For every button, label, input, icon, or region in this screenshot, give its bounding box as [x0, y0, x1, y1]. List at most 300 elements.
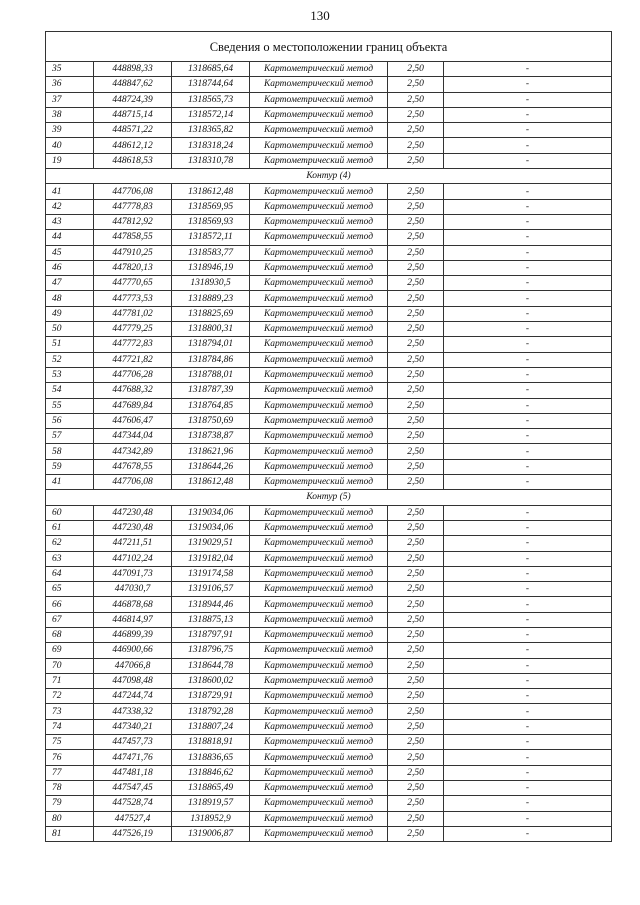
- x-coordinate-cell: 447528,74: [94, 796, 172, 811]
- point-number-cell: 74: [46, 719, 94, 734]
- x-coordinate-cell: 446878,68: [94, 597, 172, 612]
- table-row: [46, 260, 612, 275]
- method-cell: Картометрический метод: [250, 107, 388, 122]
- y-coordinate-cell: 1318318,24: [172, 138, 250, 153]
- table-row: [46, 383, 612, 398]
- x-coordinate-cell: 447706,08: [94, 475, 172, 490]
- y-coordinate-cell: 1318612,48: [172, 475, 250, 490]
- description-cell: -: [444, 796, 612, 811]
- point-number-cell: 66: [46, 597, 94, 612]
- method-cell: Картометрический метод: [250, 322, 388, 337]
- point-number-cell: 64: [46, 566, 94, 581]
- method-cell: Картометрический метод: [250, 184, 388, 199]
- accuracy-cell: 2,50: [388, 566, 444, 581]
- point-number-cell: 54: [46, 383, 94, 398]
- accuracy-cell: 2,50: [388, 673, 444, 688]
- point-number-cell: 59: [46, 459, 94, 474]
- table-row: [46, 750, 612, 765]
- accuracy-cell: 2,50: [388, 475, 444, 490]
- point-number-cell: 49: [46, 306, 94, 321]
- point-number-cell: 70: [46, 658, 94, 673]
- y-coordinate-cell: 1319182,04: [172, 551, 250, 566]
- description-cell: -: [444, 245, 612, 260]
- x-coordinate-cell: 447606,47: [94, 413, 172, 428]
- table-row: [46, 627, 612, 642]
- accuracy-cell: 2,50: [388, 459, 444, 474]
- method-cell: Картометрический метод: [250, 505, 388, 520]
- table-row: [46, 689, 612, 704]
- point-number-cell: 57: [46, 429, 94, 444]
- method-cell: Картометрический метод: [250, 673, 388, 688]
- y-coordinate-cell: 1319029,51: [172, 536, 250, 551]
- accuracy-cell: 2,50: [388, 138, 444, 153]
- method-cell: Картометрический метод: [250, 459, 388, 474]
- x-coordinate-cell: 447706,28: [94, 367, 172, 382]
- method-cell: Картометрический метод: [250, 536, 388, 551]
- description-cell: -: [444, 367, 612, 382]
- point-number-cell: 42: [46, 199, 94, 214]
- y-coordinate-cell: 1318807,24: [172, 719, 250, 734]
- y-coordinate-cell: 1318738,87: [172, 429, 250, 444]
- accuracy-cell: 2,50: [388, 826, 444, 841]
- table-row: [46, 673, 612, 688]
- accuracy-cell: 2,50: [388, 612, 444, 627]
- method-cell: Картометрический метод: [250, 566, 388, 581]
- x-coordinate-cell: 447342,89: [94, 444, 172, 459]
- x-coordinate-cell: 447344,04: [94, 429, 172, 444]
- description-cell: -: [444, 765, 612, 780]
- description-cell: -: [444, 383, 612, 398]
- point-number-cell: 53: [46, 367, 94, 382]
- y-coordinate-cell: 1318744,64: [172, 77, 250, 92]
- description-cell: -: [444, 77, 612, 92]
- y-coordinate-cell: 1318764,85: [172, 398, 250, 413]
- accuracy-cell: 2,50: [388, 260, 444, 275]
- method-cell: Картометрический метод: [250, 352, 388, 367]
- y-coordinate-cell: 1318310,78: [172, 153, 250, 168]
- point-number-cell: 67: [46, 612, 94, 627]
- point-number-cell: 19: [46, 153, 94, 168]
- table-title: Сведения о местоположении границ объекта: [46, 32, 612, 62]
- x-coordinate-cell: 447689,84: [94, 398, 172, 413]
- table-row: [46, 337, 612, 352]
- method-cell: Картометрический метод: [250, 62, 388, 77]
- x-coordinate-cell: 448898,33: [94, 62, 172, 77]
- point-number-cell: 46: [46, 260, 94, 275]
- point-number-cell: 38: [46, 107, 94, 122]
- description-cell: -: [444, 612, 612, 627]
- point-number-cell: 40: [46, 138, 94, 153]
- table-row: [46, 413, 612, 428]
- method-cell: Картометрический метод: [250, 383, 388, 398]
- y-coordinate-cell: 1318583,77: [172, 245, 250, 260]
- method-cell: Картометрический метод: [250, 230, 388, 245]
- accuracy-cell: 2,50: [388, 750, 444, 765]
- accuracy-cell: 2,50: [388, 536, 444, 551]
- method-cell: Картометрический метод: [250, 444, 388, 459]
- accuracy-cell: 2,50: [388, 306, 444, 321]
- point-number-cell: 63: [46, 551, 94, 566]
- method-cell: Картометрический метод: [250, 138, 388, 153]
- x-coordinate-cell: 448847,62: [94, 77, 172, 92]
- x-coordinate-cell: 446814,97: [94, 612, 172, 627]
- point-number-cell: 78: [46, 780, 94, 795]
- table-row: [46, 153, 612, 168]
- table-row: [46, 367, 612, 382]
- description-cell: -: [444, 276, 612, 291]
- accuracy-cell: 2,50: [388, 337, 444, 352]
- x-coordinate-cell: 447230,48: [94, 520, 172, 535]
- description-cell: -: [444, 536, 612, 551]
- x-coordinate-cell: 447812,92: [94, 214, 172, 229]
- method-cell: Картометрический метод: [250, 811, 388, 826]
- point-number-cell: 76: [46, 750, 94, 765]
- y-coordinate-cell: 1318569,95: [172, 199, 250, 214]
- x-coordinate-cell: 447770,65: [94, 276, 172, 291]
- x-coordinate-cell: 447340,21: [94, 719, 172, 734]
- accuracy-cell: 2,50: [388, 811, 444, 826]
- table-row: [46, 291, 612, 306]
- y-coordinate-cell: 1318685,64: [172, 62, 250, 77]
- y-coordinate-cell: 1318952,9: [172, 811, 250, 826]
- contour-header-row: [46, 490, 612, 505]
- accuracy-cell: 2,50: [388, 780, 444, 795]
- x-coordinate-cell: 447211,51: [94, 536, 172, 551]
- description-cell: -: [444, 551, 612, 566]
- accuracy-cell: 2,50: [388, 291, 444, 306]
- accuracy-cell: 2,50: [388, 184, 444, 199]
- page-number: 130: [310, 8, 330, 23]
- x-coordinate-cell: 447066,8: [94, 658, 172, 673]
- x-coordinate-cell: 447230,48: [94, 505, 172, 520]
- x-coordinate-cell: 447547,45: [94, 780, 172, 795]
- y-coordinate-cell: 1318644,26: [172, 459, 250, 474]
- table-row: [46, 322, 612, 337]
- table-row: [46, 505, 612, 520]
- method-cell: Картометрический метод: [250, 750, 388, 765]
- y-coordinate-cell: 1318865,49: [172, 780, 250, 795]
- method-cell: Картометрический метод: [250, 719, 388, 734]
- y-coordinate-cell: 1318787,39: [172, 383, 250, 398]
- x-coordinate-cell: 447457,73: [94, 735, 172, 750]
- accuracy-cell: 2,50: [388, 383, 444, 398]
- method-cell: Картометрический метод: [250, 214, 388, 229]
- y-coordinate-cell: 1319034,06: [172, 505, 250, 520]
- accuracy-cell: 2,50: [388, 230, 444, 245]
- x-coordinate-cell: 447772,83: [94, 337, 172, 352]
- table-row: [46, 230, 612, 245]
- description-cell: -: [444, 153, 612, 168]
- contour-label: Контур (5): [46, 490, 612, 505]
- description-cell: -: [444, 627, 612, 642]
- accuracy-cell: 2,50: [388, 505, 444, 520]
- y-coordinate-cell: 1319106,57: [172, 582, 250, 597]
- point-number-cell: 45: [46, 245, 94, 260]
- point-number-cell: 69: [46, 643, 94, 658]
- table-row: [46, 735, 612, 750]
- x-coordinate-cell: 448618,53: [94, 153, 172, 168]
- description-cell: -: [444, 689, 612, 704]
- method-cell: Картометрический метод: [250, 245, 388, 260]
- point-number-cell: 71: [46, 673, 94, 688]
- x-coordinate-cell: 447527,4: [94, 811, 172, 826]
- table-row: [46, 123, 612, 138]
- y-coordinate-cell: 1318750,69: [172, 413, 250, 428]
- table-row: [46, 826, 612, 841]
- table-row: [46, 214, 612, 229]
- method-cell: Картометрический метод: [250, 627, 388, 642]
- table-row: [46, 520, 612, 535]
- accuracy-cell: 2,50: [388, 658, 444, 673]
- description-cell: -: [444, 138, 612, 153]
- method-cell: Картометрический метод: [250, 551, 388, 566]
- accuracy-cell: 2,50: [388, 107, 444, 122]
- x-coordinate-cell: 447030,7: [94, 582, 172, 597]
- description-cell: -: [444, 260, 612, 275]
- description-cell: -: [444, 444, 612, 459]
- x-coordinate-cell: 447773,53: [94, 291, 172, 306]
- method-cell: Картометрический метод: [250, 276, 388, 291]
- point-number-cell: 68: [46, 627, 94, 642]
- table-row: [46, 612, 612, 627]
- x-coordinate-cell: 447338,32: [94, 704, 172, 719]
- table-row: [46, 643, 612, 658]
- y-coordinate-cell: 1318796,75: [172, 643, 250, 658]
- x-coordinate-cell: 448612,12: [94, 138, 172, 153]
- description-cell: -: [444, 352, 612, 367]
- y-coordinate-cell: 1318794,01: [172, 337, 250, 352]
- accuracy-cell: 2,50: [388, 199, 444, 214]
- table-title-row: [46, 32, 612, 62]
- x-coordinate-cell: 447910,25: [94, 245, 172, 260]
- y-coordinate-cell: 1319034,06: [172, 520, 250, 535]
- table-row: [46, 352, 612, 367]
- x-coordinate-cell: 447721,82: [94, 352, 172, 367]
- description-cell: -: [444, 735, 612, 750]
- table-row: [46, 475, 612, 490]
- y-coordinate-cell: 1318919,57: [172, 796, 250, 811]
- table-row: [46, 444, 612, 459]
- accuracy-cell: 2,50: [388, 582, 444, 597]
- accuracy-cell: 2,50: [388, 735, 444, 750]
- point-number-cell: 41: [46, 184, 94, 199]
- description-cell: -: [444, 826, 612, 841]
- boundary-coordinates-table: [45, 31, 612, 842]
- y-coordinate-cell: 1319006,87: [172, 826, 250, 841]
- point-number-cell: 65: [46, 582, 94, 597]
- accuracy-cell: 2,50: [388, 520, 444, 535]
- point-number-cell: 79: [46, 796, 94, 811]
- method-cell: Картометрический метод: [250, 367, 388, 382]
- table-row: [46, 536, 612, 551]
- accuracy-cell: 2,50: [388, 62, 444, 77]
- point-number-cell: 35: [46, 62, 94, 77]
- table-row: [46, 107, 612, 122]
- description-cell: -: [444, 582, 612, 597]
- y-coordinate-cell: 1318784,86: [172, 352, 250, 367]
- table-row: [46, 77, 612, 92]
- method-cell: Картометрический метод: [250, 658, 388, 673]
- x-coordinate-cell: 448724,39: [94, 92, 172, 107]
- x-coordinate-cell: 447098,48: [94, 673, 172, 688]
- accuracy-cell: 2,50: [388, 597, 444, 612]
- point-number-cell: 81: [46, 826, 94, 841]
- x-coordinate-cell: 448715,14: [94, 107, 172, 122]
- y-coordinate-cell: 1318600,02: [172, 673, 250, 688]
- table-row: [46, 62, 612, 77]
- method-cell: Картометрический метод: [250, 582, 388, 597]
- method-cell: Картометрический метод: [250, 520, 388, 535]
- method-cell: Картометрический метод: [250, 77, 388, 92]
- accuracy-cell: 2,50: [388, 92, 444, 107]
- point-number-cell: 50: [46, 322, 94, 337]
- description-cell: -: [444, 123, 612, 138]
- table-row: [46, 582, 612, 597]
- accuracy-cell: 2,50: [388, 352, 444, 367]
- method-cell: Картометрический метод: [250, 643, 388, 658]
- description-cell: -: [444, 398, 612, 413]
- table-row: [46, 551, 612, 566]
- point-number-cell: 60: [46, 505, 94, 520]
- method-cell: Картометрический метод: [250, 735, 388, 750]
- table-row: [46, 566, 612, 581]
- x-coordinate-cell: 447678,55: [94, 459, 172, 474]
- accuracy-cell: 2,50: [388, 704, 444, 719]
- point-number-cell: 73: [46, 704, 94, 719]
- point-number-cell: 51: [46, 337, 94, 352]
- description-cell: -: [444, 597, 612, 612]
- point-number-cell: 43: [46, 214, 94, 229]
- y-coordinate-cell: 1318644,78: [172, 658, 250, 673]
- accuracy-cell: 2,50: [388, 765, 444, 780]
- table-row: [46, 459, 612, 474]
- method-cell: Картометрический метод: [250, 291, 388, 306]
- point-number-cell: 52: [46, 352, 94, 367]
- x-coordinate-cell: 446900,66: [94, 643, 172, 658]
- method-cell: Картометрический метод: [250, 398, 388, 413]
- table-row: [46, 719, 612, 734]
- method-cell: Картометрический метод: [250, 826, 388, 841]
- x-coordinate-cell: 447688,32: [94, 383, 172, 398]
- point-number-cell: 41: [46, 475, 94, 490]
- description-cell: -: [444, 214, 612, 229]
- description-cell: -: [444, 291, 612, 306]
- table-row: [46, 780, 612, 795]
- accuracy-cell: 2,50: [388, 643, 444, 658]
- table-row: [46, 658, 612, 673]
- x-coordinate-cell: 447526,19: [94, 826, 172, 841]
- x-coordinate-cell: 447481,18: [94, 765, 172, 780]
- point-number-cell: 72: [46, 689, 94, 704]
- description-cell: -: [444, 719, 612, 734]
- point-number-cell: 47: [46, 276, 94, 291]
- y-coordinate-cell: 1318846,62: [172, 765, 250, 780]
- point-number-cell: 58: [46, 444, 94, 459]
- y-coordinate-cell: 1318365,82: [172, 123, 250, 138]
- point-number-cell: 37: [46, 92, 94, 107]
- method-cell: Картометрический метод: [250, 429, 388, 444]
- accuracy-cell: 2,50: [388, 627, 444, 642]
- point-number-cell: 75: [46, 735, 94, 750]
- description-cell: -: [444, 750, 612, 765]
- description-cell: -: [444, 520, 612, 535]
- accuracy-cell: 2,50: [388, 444, 444, 459]
- method-cell: Картометрический метод: [250, 612, 388, 627]
- accuracy-cell: 2,50: [388, 276, 444, 291]
- x-coordinate-cell: 447102,24: [94, 551, 172, 566]
- y-coordinate-cell: 1318800,31: [172, 322, 250, 337]
- table-row: [46, 276, 612, 291]
- method-cell: Картометрический метод: [250, 123, 388, 138]
- method-cell: Картометрический метод: [250, 306, 388, 321]
- description-cell: -: [444, 475, 612, 490]
- method-cell: Картометрический метод: [250, 689, 388, 704]
- point-number-cell: 39: [46, 123, 94, 138]
- contour-label: Контур (4): [46, 169, 612, 184]
- y-coordinate-cell: 1318797,91: [172, 627, 250, 642]
- description-cell: -: [444, 780, 612, 795]
- y-coordinate-cell: 1318788,01: [172, 367, 250, 382]
- y-coordinate-cell: 1318825,69: [172, 306, 250, 321]
- description-cell: -: [444, 704, 612, 719]
- accuracy-cell: 2,50: [388, 367, 444, 382]
- y-coordinate-cell: 1318572,14: [172, 107, 250, 122]
- description-cell: -: [444, 230, 612, 245]
- point-number-cell: 48: [46, 291, 94, 306]
- description-cell: -: [444, 413, 612, 428]
- table-row: [46, 597, 612, 612]
- y-coordinate-cell: 1318572,11: [172, 230, 250, 245]
- accuracy-cell: 2,50: [388, 551, 444, 566]
- x-coordinate-cell: 447820,13: [94, 260, 172, 275]
- y-coordinate-cell: 1318729,91: [172, 689, 250, 704]
- description-cell: -: [444, 337, 612, 352]
- table-row: [46, 796, 612, 811]
- y-coordinate-cell: 1318565,73: [172, 92, 250, 107]
- method-cell: Картометрический метод: [250, 796, 388, 811]
- point-number-cell: 61: [46, 520, 94, 535]
- accuracy-cell: 2,50: [388, 719, 444, 734]
- table-row: [46, 184, 612, 199]
- method-cell: Картометрический метод: [250, 704, 388, 719]
- x-coordinate-cell: 448571,22: [94, 123, 172, 138]
- point-number-cell: 44: [46, 230, 94, 245]
- description-cell: -: [444, 62, 612, 77]
- description-cell: -: [444, 658, 612, 673]
- y-coordinate-cell: 1318889,23: [172, 291, 250, 306]
- y-coordinate-cell: 1318621,96: [172, 444, 250, 459]
- x-coordinate-cell: 447706,08: [94, 184, 172, 199]
- accuracy-cell: 2,50: [388, 322, 444, 337]
- x-coordinate-cell: 446899,39: [94, 627, 172, 642]
- accuracy-cell: 2,50: [388, 398, 444, 413]
- description-cell: -: [444, 322, 612, 337]
- method-cell: Картометрический метод: [250, 597, 388, 612]
- description-cell: -: [444, 184, 612, 199]
- method-cell: Картометрический метод: [250, 153, 388, 168]
- x-coordinate-cell: 447471,76: [94, 750, 172, 765]
- description-cell: -: [444, 505, 612, 520]
- method-cell: Картометрический метод: [250, 765, 388, 780]
- description-cell: -: [444, 429, 612, 444]
- table-row: [46, 811, 612, 826]
- accuracy-cell: 2,50: [388, 413, 444, 428]
- x-coordinate-cell: 447781,02: [94, 306, 172, 321]
- y-coordinate-cell: 1318569,93: [172, 214, 250, 229]
- y-coordinate-cell: 1318930,5: [172, 276, 250, 291]
- accuracy-cell: 2,50: [388, 796, 444, 811]
- description-cell: -: [444, 459, 612, 474]
